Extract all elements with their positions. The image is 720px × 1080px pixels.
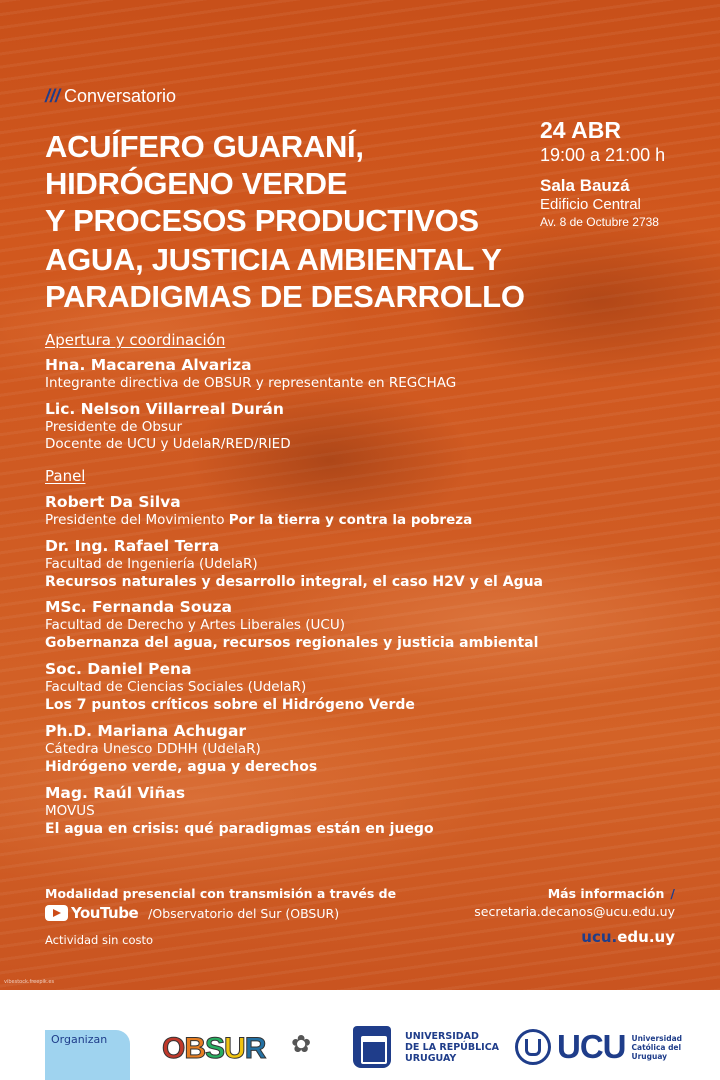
modality-text: Modalidad presencial con transmisión a través de [45, 886, 397, 901]
udelar-line: URUGUAY [405, 1052, 457, 1064]
speaker-topic: El agua en crisis: qué paradigmas están en juego [45, 821, 434, 837]
panel-heading: Panel [45, 467, 86, 485]
obsur-mascot-icon: ✿ [291, 1030, 312, 1058]
udelar-logo [353, 1026, 499, 1068]
ucu-line: Uruguay [631, 1051, 668, 1061]
panel-speaker [45, 536, 705, 591]
event-time: 19:00 a 21:00 h [540, 145, 666, 165]
udelar-name [405, 1031, 499, 1064]
panel-speaker [45, 659, 705, 714]
title-line: HIDRÓGENO VERDE [45, 166, 348, 201]
panel-speaker [45, 783, 705, 838]
speaker-name: Ph.D. Mariana Achugar [45, 722, 247, 740]
speaker-affiliation: Cátedra Unesco DDHH (UdelaR) [45, 741, 261, 757]
channel-name: /Observatorio del Sur (OBSUR) [148, 905, 340, 921]
ucu-logo [515, 1028, 682, 1066]
person-name: Hna. Macarena Alvariza [45, 356, 252, 374]
event-address: Av. 8 de Octubre 2738 [540, 215, 659, 229]
speaker-name: Soc. Daniel Pena [45, 660, 192, 678]
event-date: 24 ABR [540, 117, 621, 143]
person-role: Docente de UCU y UdelaR/RED/RIED [45, 436, 291, 452]
speaker-affiliation: Facultad de Derecho y Artes Liberales (UCU) [45, 617, 345, 633]
event-subtitle [45, 241, 525, 315]
more-info-heading [548, 886, 675, 901]
speaker-topic: Hidrógeno verde, agua y derechos [45, 759, 318, 775]
photo-credit: vibestock.freepik.es [4, 979, 55, 985]
website-link[interactable] [581, 928, 675, 946]
speaker-topic: Gobernanza del agua, recursos regionales y justicia ambiental [45, 635, 539, 651]
opening-person [45, 399, 705, 453]
speaker-topic: Recursos naturales y desarrollo integral, el caso H2V y el Agua [45, 574, 544, 590]
more-info-slash: / [670, 886, 675, 901]
youtube-icon [45, 905, 68, 921]
subtitle-line: PARADIGMAS DE DESARROLLO [45, 279, 525, 314]
panel-speaker [45, 492, 705, 529]
kicker-slashes: /// [45, 86, 61, 106]
youtube-channel-link[interactable] [45, 904, 339, 922]
event-type-label: Conversatorio [64, 86, 177, 106]
udelar-line: UNIVERSIDAD [405, 1030, 479, 1042]
title-line: Y PROCESOS PRODUCTIVOS [45, 203, 479, 238]
obsur-letter: O [162, 1032, 185, 1065]
organizers-tab [45, 1030, 130, 1080]
ucu-line: Católica del [631, 1042, 682, 1052]
obsur-letter: U [224, 1032, 245, 1065]
obsur-logo [162, 1032, 265, 1066]
opening-heading: Apertura y coordinación [45, 331, 226, 349]
ucu-name [632, 1034, 683, 1061]
event-title [45, 128, 479, 239]
contact-email[interactable]: secretaria.decanos@ucu.edu.uy [474, 904, 675, 919]
event-venue: Sala Bauzá [540, 176, 630, 195]
panel-speaker [45, 597, 705, 652]
speaker-name: MSc. Fernanda Souza [45, 598, 232, 616]
organizers-label: Organizan [51, 1033, 108, 1046]
youtube-wordmark: YouTube [71, 904, 139, 922]
speaker-name: Mag. Raúl Viñas [45, 784, 186, 802]
speaker-affiliation: Facultad de Ingeniería (UdelaR) [45, 556, 258, 572]
person-role: Integrante directiva de OBSUR y representante en REGCHAG [45, 375, 457, 391]
panel-speaker [45, 721, 705, 776]
organizers-footer [0, 990, 720, 1080]
affiliation-prefix: Presidente del Movimiento [45, 512, 229, 528]
site-suffix: edu.uy [617, 928, 675, 946]
obsur-letter: B [184, 1032, 206, 1065]
obsur-letter: R [244, 1032, 266, 1065]
speaker-affiliation: MOVUS [45, 803, 95, 819]
person-name: Lic. Nelson Villarreal Durán [45, 400, 284, 418]
event-details [540, 116, 665, 230]
obsur-letter: S [205, 1032, 225, 1065]
speaker-name: Robert Da Silva [45, 493, 181, 511]
event-type [45, 86, 176, 107]
event-building: Edificio Central [540, 196, 641, 213]
ucu-line: Universidad [631, 1033, 683, 1043]
speaker-affiliation [45, 512, 705, 529]
subtitle-line: AGUA, JUSTICIA AMBIENTAL Y [45, 242, 502, 277]
opening-person [45, 355, 705, 392]
udelar-line: DE LA REPÚBLICA [405, 1041, 500, 1053]
speaker-topic: Los 7 puntos críticos sobre el Hidrógeno Verde [45, 697, 415, 713]
more-info-label: Más información [547, 886, 665, 901]
person-role: Presidente de Obsur [45, 419, 183, 435]
speaker-name: Dr. Ing. Rafael Terra [45, 537, 220, 555]
udelar-shield-icon [353, 1026, 391, 1068]
title-line: ACUÍFERO GUARANÍ, [45, 129, 364, 164]
organization-name: Por la tierra y contra la pobreza [228, 512, 473, 528]
site-prefix: ucu. [581, 928, 618, 946]
ucu-emblem-icon [515, 1029, 551, 1065]
cost-note: Actividad sin costo [45, 933, 154, 947]
speaker-affiliation: Facultad de Ciencias Sociales (UdelaR) [45, 679, 307, 695]
ucu-acronym: UCU [557, 1028, 626, 1065]
